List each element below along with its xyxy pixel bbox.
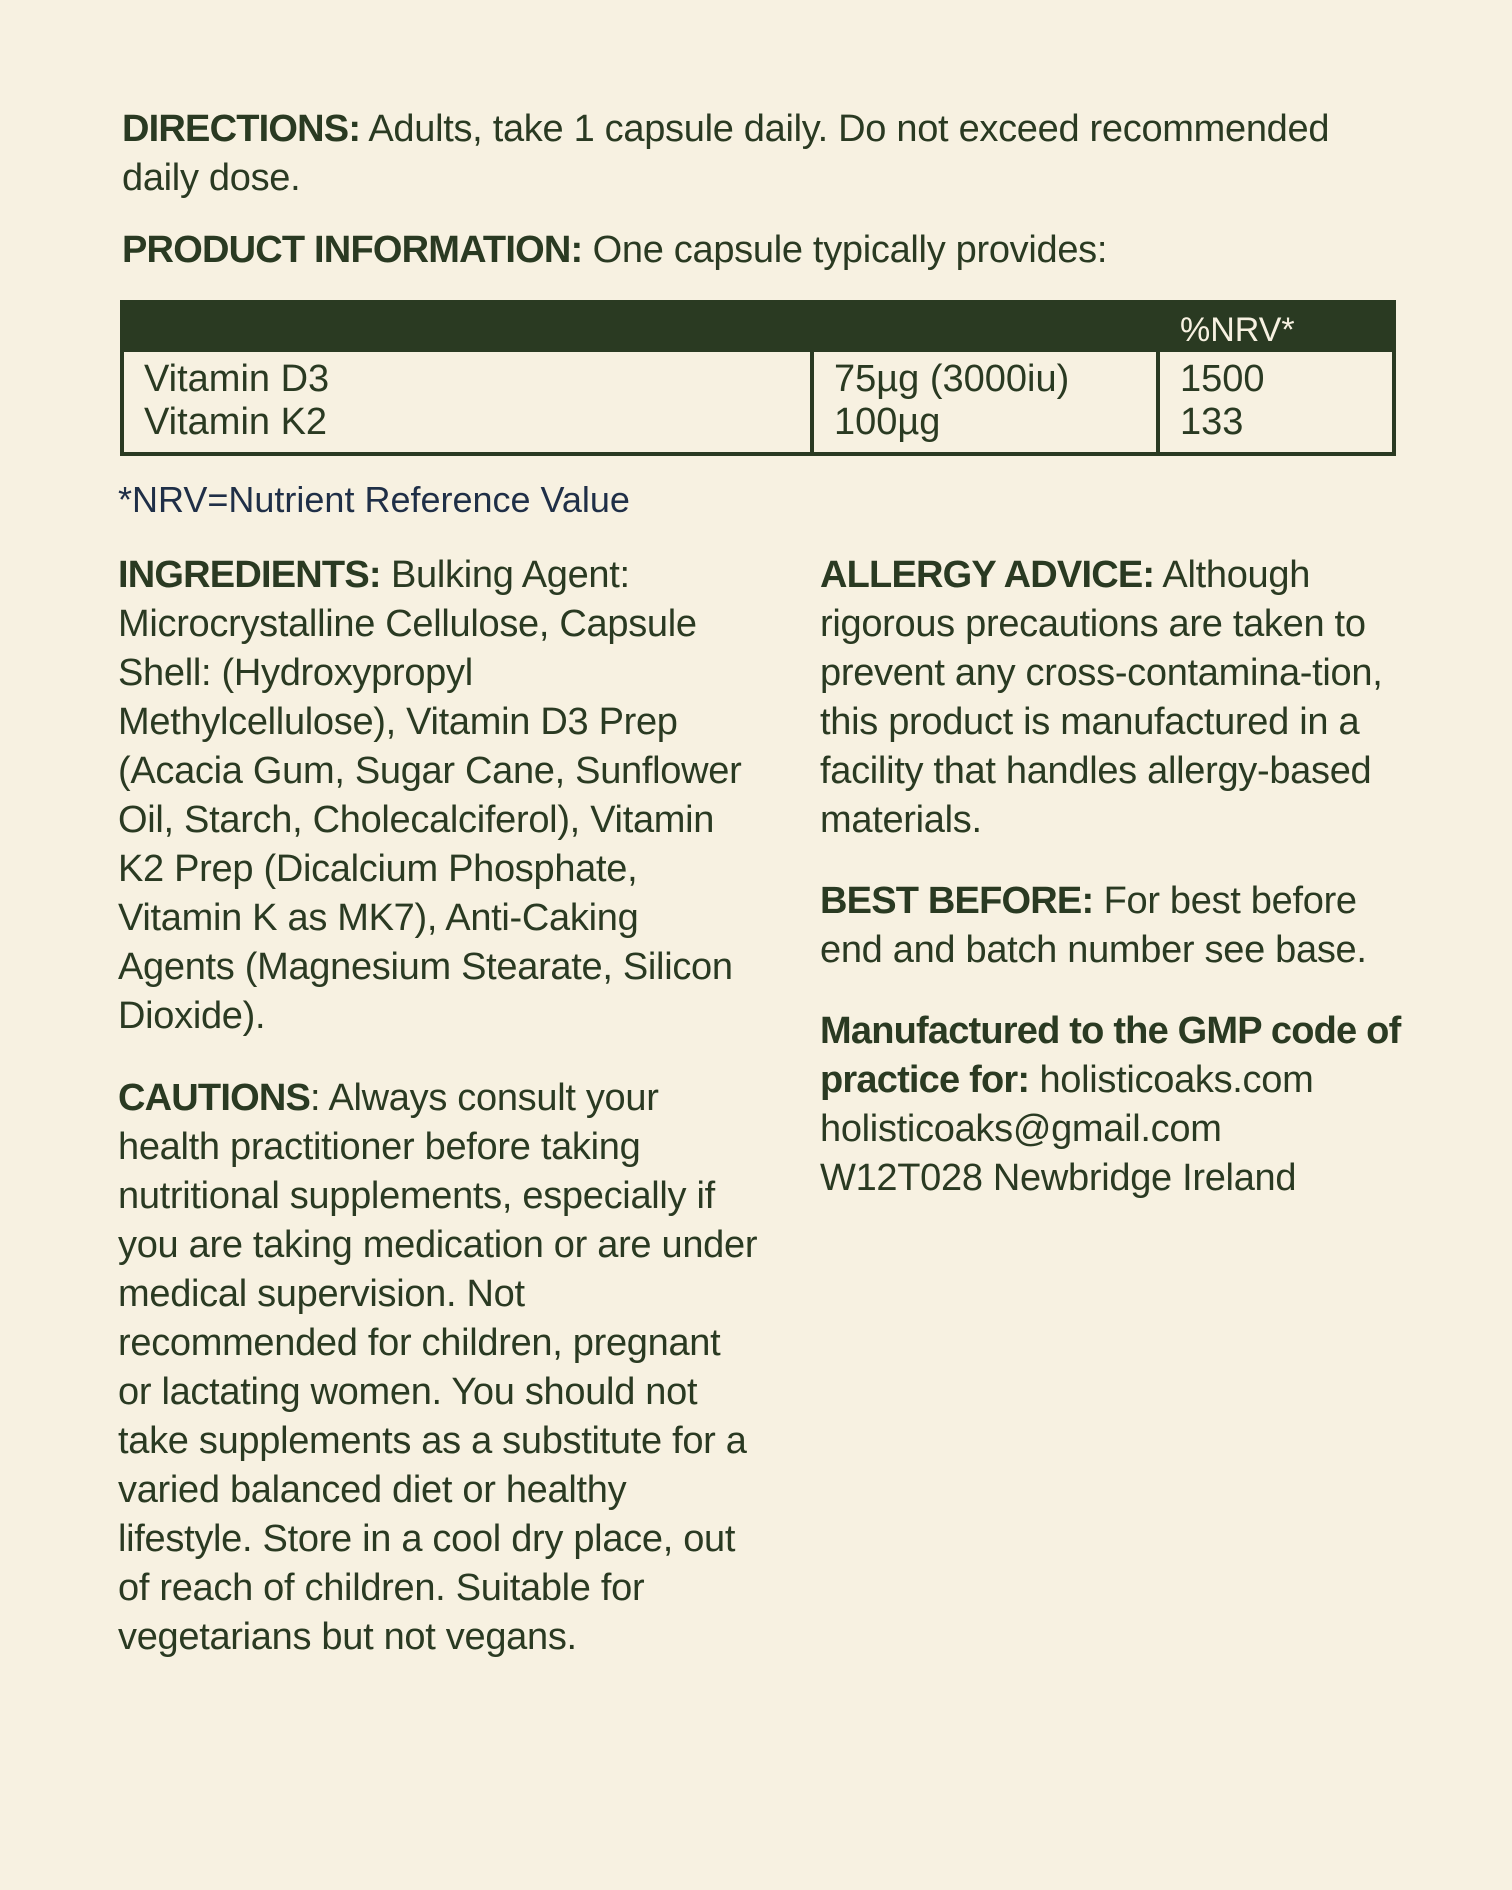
- cautions-text: : Always consult your health practitioner before taking nutritional supplements, especially if you are taking medication or are under medical supervision. Not recommended for children, pregnant or lactating women. You should not take supplements as a substitute for a varied balanced diet or healthy lifestyle. Store in a cool dry place, out of reach of children. Suitable for vegetarians but not vegans.: [118, 1077, 758, 1658]
- manufacturer-email: holisticoaks@gmail.com: [820, 1108, 1222, 1150]
- ingredients-heading: INGREDIENTS:: [118, 554, 381, 596]
- right-column: [820, 551, 1420, 1235]
- product-information-text: One capsule typically provides:: [582, 229, 1108, 271]
- product-information-section: [122, 226, 1402, 275]
- nutrient-name-vitamin-k2: Vitamin K2: [144, 401, 328, 443]
- manufacturer-heading: Manufactured to the GMP code of practice for:: [820, 1010, 1401, 1101]
- allergy-advice-section: [820, 551, 1420, 845]
- product-information-heading: PRODUCT INFORMATION:: [122, 229, 583, 271]
- amount-cell: [812, 352, 1158, 454]
- nrv-column-header: %NRV*: [1158, 302, 1394, 352]
- nrv-vitamin-d3: 1500: [1180, 358, 1265, 400]
- amount-vitamin-k2: 100µg: [834, 401, 941, 443]
- ingredients-text: Bulking Agent: Microcrystalline Cellulose, Capsule Shell: (Hydroxypropyl Methylcellulose), Vitamin D3 Prep (Acacia Gum, Sugar Cane, Sunflower Oil, Starch, Cholecalciferol), Vitamin K2 Prep (Dicalcium Phosphate, Vitamin K as MK7), Anti-Caking Agents (Magnesium Stearate, Silicon Dioxide).: [118, 554, 742, 1037]
- directions-section: [122, 105, 1402, 203]
- best-before-heading: BEST BEFORE:: [820, 880, 1094, 922]
- best-before-section: [820, 877, 1420, 975]
- nrv-cell: [1158, 352, 1394, 454]
- manufacturer-address: W12T028 Newbridge Ireland: [820, 1157, 1297, 1199]
- ingredients-section: [118, 551, 758, 1041]
- allergy-advice-text: Although rigorous precautions are taken to prevent any cross-contamina-tion, this product is manufactured in a facility that handles allergy-based materials.: [820, 554, 1383, 841]
- amount-column-header: [812, 302, 1158, 352]
- manufacturer-website: holisticoaks.com: [1029, 1059, 1314, 1101]
- nutrition-table: [120, 300, 1396, 456]
- nutrition-table-header-row: [122, 302, 1394, 352]
- nutrient-column-header: [122, 302, 812, 352]
- nutrient-name-vitamin-d3: Vitamin D3: [144, 358, 330, 400]
- cautions-heading: CAUTIONS: [118, 1077, 311, 1119]
- amount-vitamin-d3: 75µg (3000iu): [834, 358, 1070, 400]
- nrv-footnote: *NRV=Nutrient Reference Value: [118, 479, 630, 520]
- nutrition-table-row: [122, 352, 1394, 454]
- directions-heading: DIRECTIONS:: [122, 108, 361, 150]
- left-column: [118, 551, 758, 1694]
- nutrient-cell: [122, 352, 812, 454]
- cautions-section: [118, 1074, 758, 1662]
- directions-text: Adults, take 1 capsule daily. Do not exceed recommended daily dose.: [122, 108, 1330, 199]
- allergy-advice-heading: ALLERGY ADVICE:: [820, 554, 1155, 596]
- manufacturer-section: [820, 1007, 1420, 1203]
- nrv-vitamin-k2: 133: [1180, 401, 1244, 443]
- best-before-text: For best before end and batch number see base.: [820, 880, 1367, 971]
